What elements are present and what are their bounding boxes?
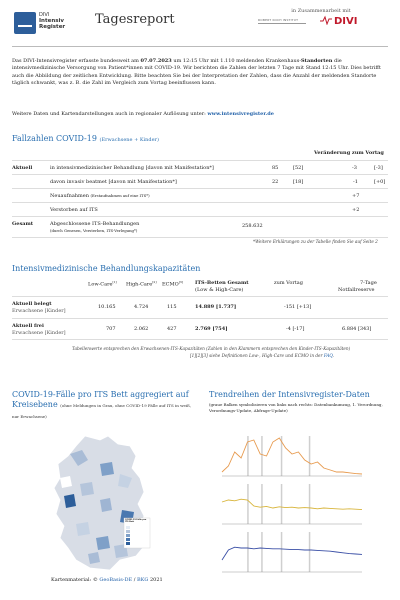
event-marker-bar xyxy=(261,436,263,476)
row-its-value: 2.769 xyxy=(195,326,211,332)
kapazitaeten-note-2 xyxy=(190,353,334,358)
row-its-value: 14.889 xyxy=(195,304,215,310)
row-value: 22 xyxy=(272,179,279,185)
legend-swatch xyxy=(126,534,130,537)
row-bracket: [18] xyxy=(293,179,304,185)
row-lowcare: 10.165 xyxy=(98,304,116,310)
trend-series-line xyxy=(222,438,362,474)
row-notfall-value: 6.884 xyxy=(342,326,357,332)
table-row xyxy=(12,188,388,202)
its-subheader: (Low & High-Care) xyxy=(195,287,244,293)
legend-swatch xyxy=(126,542,130,545)
row-its-bracket: [754] xyxy=(212,326,228,332)
table-row xyxy=(12,160,388,174)
row-change: +7 xyxy=(352,193,360,199)
trend-panel xyxy=(222,532,362,572)
row-change-bracket: [+0] xyxy=(374,179,386,185)
map-subtitle: (ohne Meldungen in Grau, ohne COVID-19 Fälle auf ITS in weiß, nur Erwachsene) xyxy=(12,403,192,419)
row-vortag-value: -4 xyxy=(286,326,291,332)
legend-swatch xyxy=(126,526,130,529)
row-vortag-value: -151 xyxy=(284,304,296,310)
row-label xyxy=(50,193,150,199)
row-its xyxy=(195,304,236,310)
its-header: ITS-Betten Gesamt xyxy=(195,280,249,286)
bkg-link[interactable]: BKG xyxy=(137,577,149,583)
highcare-header-sup: [2] xyxy=(152,280,157,284)
map-region xyxy=(60,476,72,488)
faq-link[interactable]: FAQ xyxy=(323,353,333,358)
event-marker-bar xyxy=(247,532,249,572)
row-change: -1 xyxy=(353,179,358,185)
header-divider xyxy=(12,46,388,47)
row-group: Gesamt xyxy=(12,221,34,227)
event-marker-bar xyxy=(309,532,311,572)
fallzahlen-footnote: *Weitere Erklärungen zu der Tabelle finden Sie auf Seite 2 xyxy=(253,239,378,244)
row-notfall xyxy=(342,326,371,332)
event-marker-bar xyxy=(247,484,249,524)
ecmo-header xyxy=(162,280,183,288)
event-marker-bar xyxy=(309,436,311,476)
row-label-small: (Erstaufnahmen auf eine ITS*) xyxy=(90,193,150,198)
map-credit-year: 2021 xyxy=(148,577,163,583)
row-lowcare: 707 xyxy=(106,326,116,332)
lowcare-header-text: Low-Care xyxy=(88,281,113,288)
row-ecmo: 427 xyxy=(167,326,177,332)
notfall-subheader: Notfallreserve xyxy=(338,287,375,293)
row-its xyxy=(195,326,228,332)
event-marker-bar xyxy=(261,532,263,572)
fallzahlen-title xyxy=(12,134,159,143)
map-credit-sep: / xyxy=(132,577,137,583)
trend-chart-svg xyxy=(212,432,390,582)
map-region xyxy=(76,522,90,536)
row-highcare: 4.724 xyxy=(134,304,149,310)
kapazitaeten-title: Intensivmedizinische Behandlungskapazitäten xyxy=(12,264,201,273)
row-highcare: 2.062 xyxy=(134,326,149,332)
row-value: 258.632 xyxy=(242,223,263,229)
logo-line-2: Intensiv xyxy=(39,18,64,24)
vortag-header: zum Vortag xyxy=(274,280,303,286)
geobasis-link[interactable]: GeoBasis-DE xyxy=(99,577,133,583)
rki-logo-text: ROBERT KOCH INSTITUT xyxy=(258,18,299,22)
row-vortag xyxy=(286,326,304,332)
map-region xyxy=(88,552,100,564)
map-region xyxy=(100,498,112,512)
row-label: in intensivmedizinischer Behandlung [davon mit Manifestation*] xyxy=(50,165,214,171)
intro-standorte: Standorten xyxy=(301,58,333,64)
trend-panel xyxy=(222,484,362,524)
row-label: Abgeschlossene ITS-Behandlungen xyxy=(50,221,140,227)
intro-text-3: die intensivmedizinische Versorgung von Patient*innen mit COVID-19. Wir berichten die Zahlen der letzten 7 Tage mit Stand 12:15 Uhr. Dies betrifft auch die Abbildung der zeitlichen Entwicklung. Bitte beachten Sie bei der Interpretation der Zahlen, dass die Anzahl der meldenden Standorte täglich schwankt, was z. B. die Zahl im Vergleich zum Vortag beeinflussen kann. xyxy=(12,58,381,86)
intro-paragraph xyxy=(12,58,388,87)
table-row xyxy=(12,296,388,317)
map-region xyxy=(96,536,110,550)
map-credit-text: Kartenmaterial: © xyxy=(51,577,100,583)
row-change-bracket: [-3] xyxy=(374,165,383,171)
row-change: -3 xyxy=(352,165,357,171)
germany-map xyxy=(40,434,160,574)
table-row xyxy=(12,216,388,238)
row-vortag xyxy=(284,304,311,310)
map-region xyxy=(100,462,114,476)
note-2-end: . xyxy=(332,353,334,358)
map-title-line-2: Kreisebene xyxy=(12,400,58,409)
legend-swatch xyxy=(126,538,130,541)
logo-text xyxy=(39,12,65,30)
row-vortag-bracket: [-17] xyxy=(292,326,305,332)
logo-line-3: Register xyxy=(39,24,66,30)
trend-series-line xyxy=(222,499,362,509)
intro-link-label: Weitere Daten und Kartendarstellungen auch in regionaler Auflösung unter: xyxy=(12,111,208,117)
row-value: 85 xyxy=(272,165,279,171)
rki-logo-underline xyxy=(258,23,306,24)
trend-panel xyxy=(222,436,362,476)
intro-text-1: Das DIVI-Intensivregister erfasste bundesweit am xyxy=(12,58,141,64)
row-ecmo: 115 xyxy=(167,304,177,310)
row-label: Aktuell frei xyxy=(12,323,44,329)
row-its-bracket: [1.737] xyxy=(215,304,237,310)
table-row xyxy=(12,174,388,188)
map-credit xyxy=(51,577,163,583)
map-title-line-1: COVID-19-Fälle pro ITS Bett aggregiert auf xyxy=(12,390,189,399)
highcare-header-text: High-Care xyxy=(126,281,153,288)
row-change: +2 xyxy=(352,207,360,213)
row-label-small: (durch Genesen, Versterben, ITS-Verlegung*) xyxy=(50,228,138,233)
divi-logo-text: DIVI xyxy=(334,16,358,27)
report-header xyxy=(12,6,388,44)
trend-series-line xyxy=(222,547,362,560)
row-sub: Erwachsene [Kinder] xyxy=(12,308,66,314)
trend-chart xyxy=(212,432,390,582)
logo-line-1: DIVI xyxy=(39,12,50,18)
intensivregister-link[interactable]: www.intensivregister.de xyxy=(207,111,274,117)
table-row xyxy=(12,202,388,216)
intro-link-paragraph xyxy=(12,111,388,118)
row-label: davon invasiv beatmet [davon mit Manifestation*] xyxy=(50,179,177,185)
trend-section-title: Trendreihen der Intensivregister-Daten xyxy=(209,390,370,399)
cooperation-label: in Zusammenarbeit mit xyxy=(291,8,351,14)
kapazitaeten-note-1: Tabellenwerte entsprechen den Erwachsenen-ITS-Kapazitäten (Zahlen in den Klammern entsprechen den Kinder-ITS-Kapazitäten) xyxy=(72,346,351,351)
map-section-title xyxy=(12,390,197,422)
event-marker-bar xyxy=(281,532,283,572)
row-notfall-bracket: [343] xyxy=(357,326,372,332)
ecmo-header-text: ECMO xyxy=(162,281,179,288)
change-column-header: Veränderung zum Vortag xyxy=(314,150,384,156)
lowcare-header-sup: [1] xyxy=(112,280,117,284)
ecmo-header-sup: [3] xyxy=(178,280,183,284)
event-marker-bar xyxy=(261,484,263,524)
legend-swatch xyxy=(126,530,130,533)
fallzahlen-title-text: Fallzahlen COVID-19 xyxy=(12,134,97,143)
lowcare-header xyxy=(88,280,117,288)
row-label: Aktuell belegt xyxy=(12,301,52,307)
event-marker-bar xyxy=(309,484,311,524)
row-sub: Erwachsene [Kinder] xyxy=(12,330,66,336)
intro-date: 07.07.2023 xyxy=(140,58,172,64)
fallzahlen-subtitle: (Erwachsene + Kinder) xyxy=(99,137,159,143)
page-title: Tagesreport xyxy=(95,12,175,27)
row-bracket: [52] xyxy=(293,165,304,171)
map-region xyxy=(64,494,76,508)
divi-wave-icon xyxy=(320,15,332,25)
divi-intensivregister-logo-icon xyxy=(14,12,36,34)
highcare-header xyxy=(126,280,156,288)
table-row xyxy=(12,318,388,340)
intro-text-2: um 12:15 Uhr mit 1.110 meldenden Krankenhaus- xyxy=(171,58,302,64)
map-region xyxy=(80,482,94,496)
row-vortag-bracket: [+13] xyxy=(296,304,312,310)
trend-section-subtitle: (graue Balken symbolisieren von links nach rechts: Datenbankumzug, 1. Verordnung, Verordnungs-Update, Abfrage-Update) xyxy=(209,402,383,413)
note-2-text: [1][2][3] siehe Definitionen Low-, High-Care und ECMO in der xyxy=(190,353,324,358)
event-marker-bar xyxy=(281,484,283,524)
row-label-main: Neuaufnahmen xyxy=(50,193,89,199)
germany-map-svg xyxy=(40,434,160,574)
row-group: Aktuell xyxy=(12,165,33,171)
row-label: Verstorben auf ITS xyxy=(50,207,98,213)
map-legend-title: COVID-19 Fälle pro ITS Bett xyxy=(125,519,147,524)
notfall-header: 7-Tage xyxy=(360,280,377,286)
